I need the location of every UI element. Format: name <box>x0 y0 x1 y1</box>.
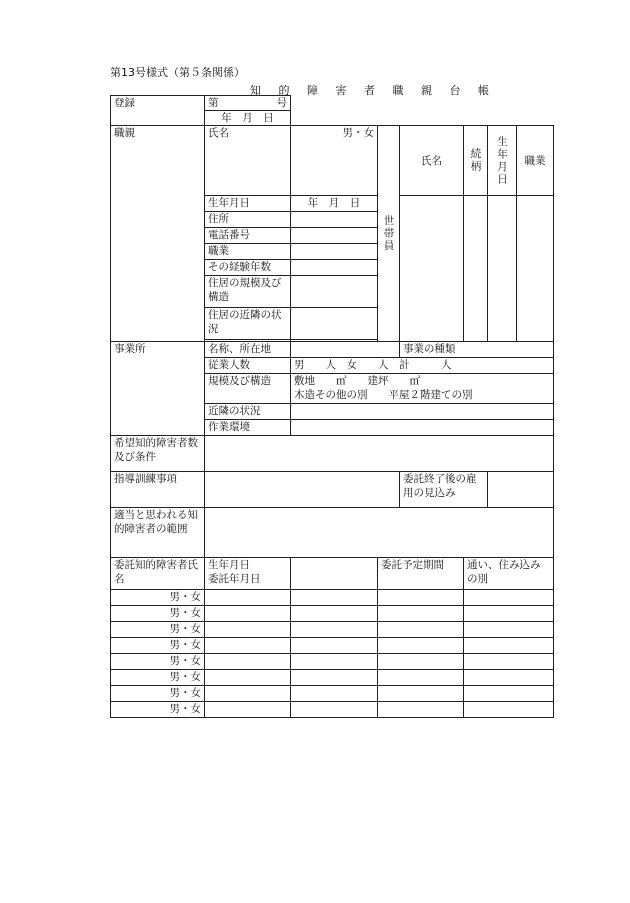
environment-label: 作業環境 <box>205 420 291 436</box>
office-name-label: 名称、所在地 <box>205 342 291 358</box>
job-label: 職業 <box>205 244 291 260</box>
employees-label: 従業人数 <box>205 358 291 374</box>
phone-label: 電話番号 <box>205 228 291 244</box>
entrusted-dates-cell[interactable] <box>205 670 291 686</box>
household-name-header: 氏名 <box>400 126 464 196</box>
address-field[interactable] <box>291 212 378 228</box>
scale-line-1: 敷地 ㎡ 建坪 ㎡ <box>294 375 420 387</box>
entrusted-blank-cell[interactable] <box>291 638 378 654</box>
period-cell[interactable] <box>378 670 464 686</box>
office-neighbor-field[interactable] <box>291 404 554 420</box>
suitable-field[interactable] <box>205 508 554 558</box>
table-row <box>111 654 554 670</box>
entrusted-dates-cell[interactable] <box>205 606 291 622</box>
office-neighbor-label: 近隣の状況 <box>205 404 291 420</box>
entrusted-dates-cell[interactable] <box>205 654 291 670</box>
commute-cell[interactable] <box>464 654 554 670</box>
entrusted-blank-header <box>291 558 378 590</box>
household-relation-cell[interactable] <box>464 196 488 342</box>
entrusted-dates-cell[interactable] <box>205 622 291 638</box>
experience-field[interactable] <box>291 260 378 276</box>
sex-choice[interactable]: 男・女 <box>342 127 374 139</box>
period-cell[interactable] <box>378 702 464 718</box>
household-job-cell[interactable] <box>517 196 554 342</box>
house-neighbor-field[interactable] <box>291 308 378 340</box>
household-job-header: 職業 <box>517 126 554 196</box>
employment-after-label: 委託終了後の雇用の見込み <box>400 472 488 508</box>
name-label: 氏名 <box>205 126 291 196</box>
register-table <box>110 95 554 718</box>
entrusted-dates-cell[interactable] <box>205 590 291 606</box>
training-field[interactable] <box>205 472 400 508</box>
period-cell[interactable] <box>378 686 464 702</box>
entrusted-sex-choice[interactable]: 男・女 <box>111 606 205 622</box>
entrusted-sex-choice[interactable]: 男・女 <box>111 638 205 654</box>
business-type-label[interactable]: 事業の種類 <box>400 342 554 358</box>
commute-cell[interactable] <box>464 702 554 718</box>
entrusted-blank-cell[interactable] <box>291 606 378 622</box>
entrusted-dates-header <box>205 558 291 590</box>
commute-cell[interactable] <box>464 622 554 638</box>
suitable-label: 適当と思われる知的障害者の範囲 <box>111 508 205 558</box>
entrusted-sex-choice[interactable]: 男・女 <box>111 590 205 606</box>
entrusted-sex-choice[interactable]: 男・女 <box>111 654 205 670</box>
entrusted-dates-cell[interactable] <box>205 702 291 718</box>
desired-label: 希望知的障害者数及び条件 <box>111 436 205 472</box>
entrusted-birth-header: 生年月日 <box>208 559 250 571</box>
period-header: 委託予定期間 <box>378 558 464 590</box>
entrusted-sex-choice[interactable]: 男・女 <box>111 702 205 718</box>
register-number-prefix: 第 <box>208 97 219 109</box>
commute-cell[interactable] <box>464 670 554 686</box>
phone-field[interactable] <box>291 228 378 244</box>
scale-line-2: 木造その他の別 平屋２階建ての別 <box>294 389 473 401</box>
name-field[interactable] <box>291 126 378 196</box>
birth-label: 生年月日 <box>205 196 291 212</box>
commute-cell[interactable] <box>464 606 554 622</box>
office-label: 事業所 <box>111 342 205 436</box>
period-cell[interactable] <box>378 622 464 638</box>
training-label: 指導訓練事項 <box>111 472 205 508</box>
entrusted-sex-choice[interactable]: 男・女 <box>111 686 205 702</box>
table-row <box>111 606 554 622</box>
housing-field[interactable] <box>291 276 378 308</box>
entrusted-blank-cell[interactable] <box>291 702 378 718</box>
entrusted-sex-choice[interactable]: 男・女 <box>111 622 205 638</box>
register-blank <box>291 96 554 126</box>
entrusted-dates-cell[interactable] <box>205 638 291 654</box>
employees-field[interactable]: 男 人 女 人 計 人 <box>291 358 554 374</box>
desired-field[interactable] <box>205 436 554 472</box>
housing-label: 住居の規模及び構造 <box>205 276 291 308</box>
period-cell[interactable] <box>378 606 464 622</box>
entrusted-rows <box>111 590 554 718</box>
register-label: 登録 <box>111 96 205 126</box>
table-row <box>111 670 554 686</box>
entrusted-blank-cell[interactable] <box>291 590 378 606</box>
table-row <box>111 702 554 718</box>
register-number[interactable] <box>205 96 291 111</box>
household-name-cell[interactable] <box>400 196 464 342</box>
entrusted-sex-choice[interactable]: 男・女 <box>111 670 205 686</box>
household-birth-cell[interactable] <box>488 196 517 342</box>
commute-cell[interactable] <box>464 638 554 654</box>
job-field[interactable] <box>291 244 378 260</box>
table-row <box>111 622 554 638</box>
address-label: 住所 <box>205 212 291 228</box>
page-title: 知 的 障 害 者 職 親 台 帳 <box>250 84 496 97</box>
house-neighbor-label: 住居の近隣の状況 <box>205 308 291 340</box>
household-relation-header: 続柄 <box>469 148 482 173</box>
register-number-suffix: 号 <box>276 97 287 109</box>
employment-after-field[interactable] <box>488 472 554 508</box>
household-label: 世帯員 <box>378 126 400 342</box>
period-cell[interactable] <box>378 590 464 606</box>
entrusted-dates-cell[interactable] <box>205 686 291 702</box>
period-cell[interactable] <box>378 654 464 670</box>
office-name-field[interactable] <box>291 342 400 358</box>
scale-field[interactable] <box>291 374 554 404</box>
environment-field[interactable] <box>291 420 554 436</box>
commute-cell[interactable] <box>464 590 554 606</box>
experience-label: その経験年数 <box>205 260 291 276</box>
entrusted-blank-cell[interactable] <box>291 654 378 670</box>
commute-cell[interactable] <box>464 686 554 702</box>
birth-field[interactable]: 年 月 日 <box>291 196 378 212</box>
scale-label: 規模及び構造 <box>205 374 291 404</box>
entrusted-date-header: 委託年月日 <box>208 573 261 585</box>
entrusted-name-header: 委託知的障害者氏名 <box>111 558 205 590</box>
commute-header: 通い、住み込みの別 <box>464 558 554 590</box>
entrusted-blank-cell[interactable] <box>291 622 378 638</box>
form-number: 第13号様式（第５条関係） <box>110 66 245 79</box>
household-birth-header: 生年月日 <box>496 135 508 186</box>
shokuoya-label: 職親 <box>111 126 205 342</box>
register-date[interactable]: 年 月 日 <box>205 111 291 126</box>
period-cell[interactable] <box>378 638 464 654</box>
table-row <box>111 638 554 654</box>
entrusted-blank-cell[interactable] <box>291 670 378 686</box>
table-row <box>111 590 554 606</box>
table-row <box>111 686 554 702</box>
entrusted-blank-cell[interactable] <box>291 686 378 702</box>
